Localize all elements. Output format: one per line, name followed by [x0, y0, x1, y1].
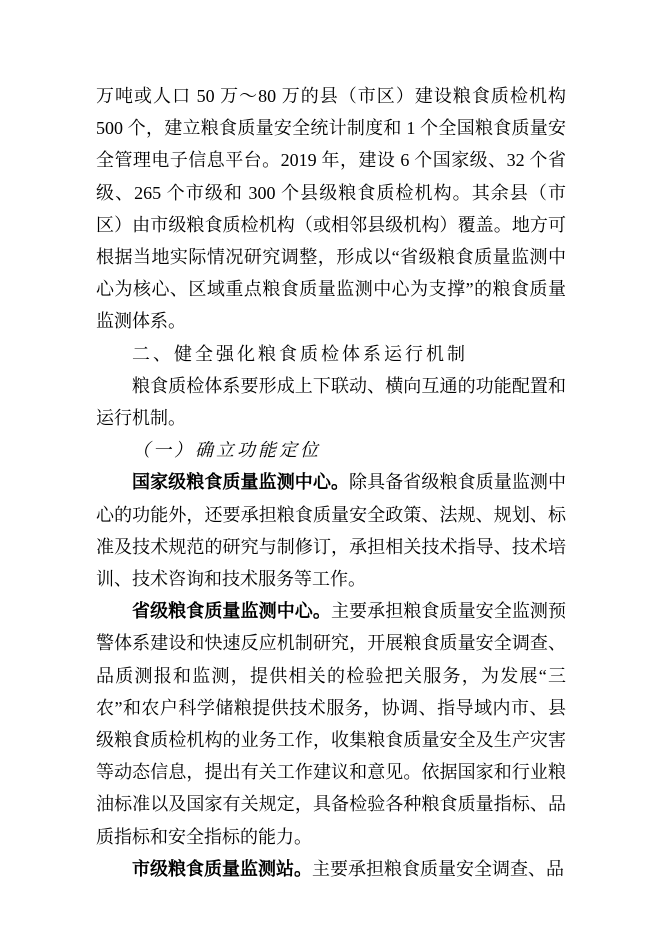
municipal-station-body: 主要承担粮食质量安全调查、品: [312, 858, 564, 879]
provincial-center-body: 主要承担粮食质量安全监测预警体系建设和快速反应机制研究，开展粮食质量安全调查、品质测报和监测，提供相关的检验把关服务，为发展“三农”和农户科学储粮提供技术服务，协调、指导域内市、县级粮食质检机构的业务工作，收集粮食质量安全及生产灾害等动态信息，提出有关工作建议和意见。依据国家和行业粮油标准以及国家有关规定，具备检验各种粮食质量指标、品质指标和安全指标的能力。: [96, 601, 567, 847]
paragraph-provincial-center: [96, 595, 566, 853]
subsection-heading: （一）确立功能定位: [132, 440, 321, 461]
paragraph-continuation: 万吨或人口 50 万～80 万的县（市区）建设粮食质检机构 500 个，建立粮食质量安全统计制度和 1 个全国粮食质量安全管理电子信息平台。2019 年，建设 6 个国家级、32 个省级、265 个市级和 300 个县级粮食质检机构。其余县（市区）由市级粮食质检机构（或相邻县级机构）覆盖。地方可根据当地实际情况研究调整，形成以“省级粮食质量监测中心为核心、区域重点粮食质量监测中心为支撑”的粮食质量监测体系。: [96, 86, 566, 332]
provincial-center-lead: 省级粮食质量监测中心。: [132, 601, 331, 622]
paragraph-municipal-station: [96, 853, 566, 885]
paragraph-mechanism: 粮食质检体系要形成上下联动、横向互通的功能配置和运行机制。: [96, 375, 566, 429]
national-center-body: 除具备省级粮食质量监测中心的功能外，还要承担粮食质量安全政策、法规、规划、标准及技术规范的研究与制修订，承担相关技术指导、技术培训、技术咨询和技术服务等工作。: [96, 472, 567, 590]
document-body: [96, 80, 566, 885]
municipal-station-lead: 市级粮食质量监测站。: [132, 858, 312, 879]
national-center-lead: 国家级粮食质量监测中心。: [132, 472, 350, 493]
paragraph-national-center: [96, 466, 566, 595]
section-heading: 二、健全强化粮食质检体系运行机制: [132, 343, 468, 364]
